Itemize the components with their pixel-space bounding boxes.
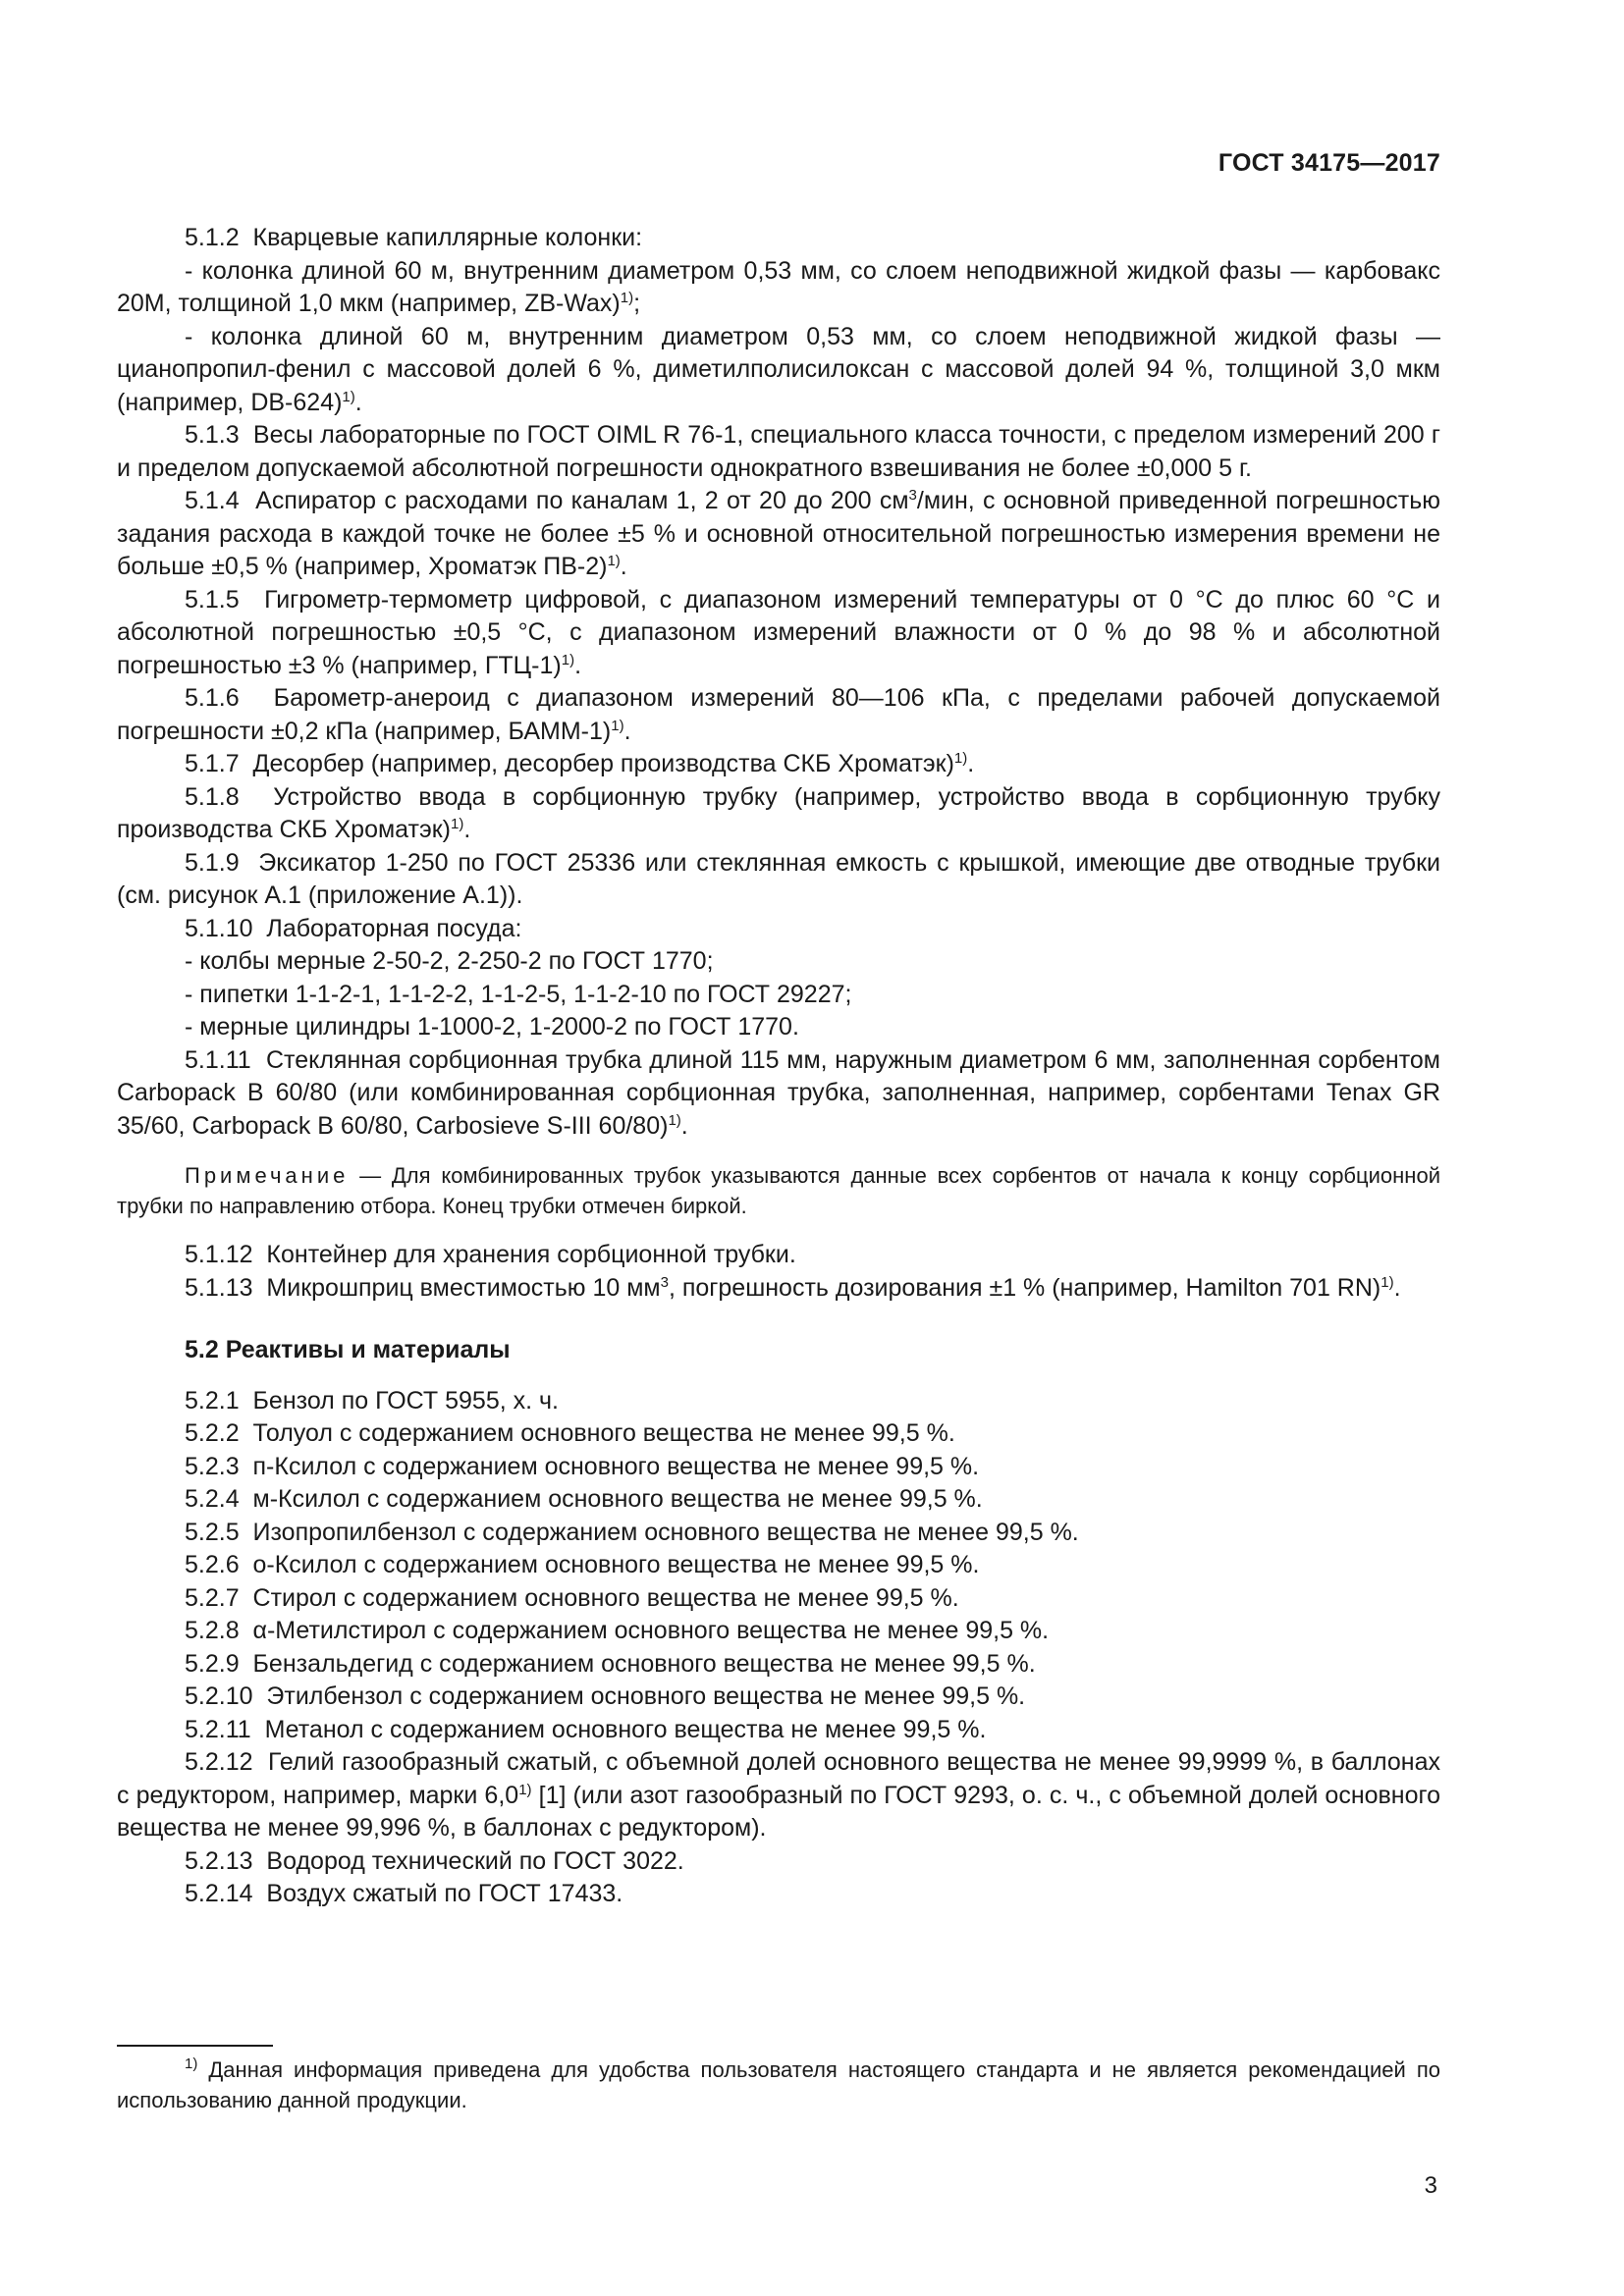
item-text: α-Метилстирол с содержанием основного вещества не менее 99,5 %. bbox=[252, 1617, 1050, 1644]
list-item bbox=[117, 1878, 1440, 1911]
list-item bbox=[117, 1385, 1440, 1418]
list-item bbox=[117, 1681, 1440, 1714]
dash-marker: - bbox=[185, 256, 193, 285]
item-number: 5.1.11 bbox=[185, 1045, 251, 1074]
item-text: п-Ксилол с содержанием основного вещества не менее 99,5 %. bbox=[252, 1452, 980, 1480]
footnote-ref: 1) bbox=[561, 651, 575, 668]
page-number: 3 bbox=[1424, 2172, 1437, 2199]
item-number: 5.2.7 bbox=[185, 1583, 240, 1612]
standard-header: ГОСТ 34175—2017 bbox=[1218, 149, 1440, 177]
item-number: 5.1.5 bbox=[185, 585, 240, 614]
item-text: Устройство ввода в сорбционную трубку (например, устройство ввода в сорбционную трубку производства СКБ Хроматэк) bbox=[117, 782, 1440, 843]
item-text: Десорбер (например, десорбер производства СКБ Хроматэк) bbox=[252, 750, 954, 777]
item-text-end: [1] (или азот газообразный по ГОСТ 9293, о. с. ч., с объемной долей основного вещества не менее 99,996 %, в баллонах с редуктором). bbox=[117, 1781, 1440, 1842]
list-dash-item bbox=[117, 979, 1440, 1012]
section-5-1-continued bbox=[117, 1239, 1440, 1305]
item-number: 5.2.5 bbox=[185, 1518, 240, 1546]
item-text: Бензол по ГОСТ 5955, х. ч. bbox=[252, 1386, 559, 1415]
item-text: Лабораторная посуда: bbox=[266, 914, 522, 942]
footnote-divider bbox=[117, 2045, 273, 2047]
item-number: 5.1.12 bbox=[185, 1241, 253, 1268]
footnote-ref: 1) bbox=[953, 750, 968, 767]
item-text: Гелий газообразный сжатый, с объемной долей основного вещества не менее 99,9999 %, в баллонах с редуктором, например, марки 6,0 bbox=[117, 1748, 1440, 1809]
list-item bbox=[117, 1549, 1440, 1582]
list-item bbox=[117, 1451, 1440, 1484]
item-text: пипетки 1-1-2-1, 1-1-2-2, 1-1-2-5, 1-1-2-10 по ГОСТ 29227; bbox=[199, 980, 852, 1008]
item-number: 5.1.8 bbox=[185, 782, 240, 811]
dash-marker: - bbox=[185, 1013, 193, 1041]
item-number: 5.2.14 bbox=[185, 1880, 253, 1907]
list-item bbox=[117, 682, 1440, 748]
item-text: мерные цилиндры 1-1000-2, 1-2000-2 по ГОСТ 1770. bbox=[199, 1013, 799, 1041]
item-number: 5.1.10 bbox=[185, 914, 253, 942]
item-text-end: . bbox=[680, 1111, 688, 1140]
item-text-cont: , погрешность дозирования ±1 % (например, Hamilton 701 RN) bbox=[668, 1273, 1381, 1302]
list-item bbox=[117, 1845, 1440, 1879]
item-text: Эксикатор 1-250 по ГОСТ 25336 или стеклянная емкость с крышкой, имеющие две отводные трубки (см. рисунок А.1 (приложение А.1)). bbox=[117, 848, 1440, 909]
item-number: 5.2.6 bbox=[185, 1551, 240, 1578]
item-text: Бензальдегид с содержанием основного вещества не менее 99,5 %. bbox=[252, 1649, 1036, 1678]
note bbox=[117, 1160, 1440, 1221]
dash-marker: - bbox=[185, 322, 193, 350]
note-text: — Для комбинированных трубок указываются данные всех сорбентов от начала к концу сорбционной трубки по направлению отбора. Конец трубки отмечен биркой. bbox=[117, 1163, 1440, 1218]
list-item bbox=[117, 1615, 1440, 1648]
item-text: о-Ксилол с содержанием основного вещества не менее 99,5 %. bbox=[252, 1551, 980, 1578]
item-text: Стеклянная сорбционная трубка длиной 115 мм, наружным диаметром 6 мм, заполненная сорбентом Carbopack B 60/80 (или комбинированная сорбционная трубка, заполненная, например, сорбентами Tenax GR 35/60, Carbopack B 60/80, Carbosieve S-III 60/80) bbox=[117, 1045, 1440, 1140]
item-text: Водород технический по ГОСТ 3022. bbox=[266, 1846, 684, 1875]
item-text: колбы мерные 2-50-2, 2-250-2 по ГОСТ 1770; bbox=[199, 947, 714, 975]
footnote-ref: 1) bbox=[620, 290, 634, 306]
item-text: колонка длиной 60 м, внутренним диаметром 0,53 мм, со слоем неподвижной жидкой фазы — цианопропил-фенил с массовой долей 6 %, диметилполисилоксан с массовой долей 94 %, толщиной 3,0 мкм (например, DB-624) bbox=[117, 322, 1440, 416]
footnote-ref: 1) bbox=[607, 553, 621, 569]
item-number: 5.2.2 bbox=[185, 1419, 240, 1447]
document-body bbox=[117, 222, 1440, 1911]
item-text: Микрошприц вместимостью 10 мм bbox=[266, 1273, 661, 1302]
list-dash-item bbox=[117, 321, 1440, 420]
item-text: Толуол с содержанием основного вещества не менее 99,5 %. bbox=[252, 1419, 955, 1447]
item-text: Весы лабораторные по ГОСТ OIML R 76-1, специального класса точности, с пределом измерений 200 г и пределом допускаемой абсолютной погрешности однократного взвешивания не более ±0,000 5 г. bbox=[117, 421, 1440, 482]
item-text: Контейнер для хранения сорбционной трубки. bbox=[266, 1241, 796, 1268]
item-number: 5.2.9 bbox=[185, 1649, 240, 1678]
list-item bbox=[117, 1746, 1440, 1845]
list-item bbox=[117, 781, 1440, 847]
section-5-1 bbox=[117, 222, 1440, 1143]
item-number: 5.2.12 bbox=[185, 1748, 253, 1776]
item-text: Гигрометр-термометр цифровой, с диапазоном измерений температуры от 0 °С до плюс 60 °С и абсолютной погрешностью ±0,5 °С, с диапазоном измерений влажности от 0 % до 98 % и абсолютной погрешностью ±3 % (например, ГТЦ-1) bbox=[117, 585, 1440, 679]
item-number: 5.1.3 bbox=[185, 421, 240, 449]
section-5-2 bbox=[117, 1385, 1440, 1911]
item-number: 5.1.4 bbox=[185, 487, 240, 514]
list-item bbox=[117, 913, 1440, 946]
item-text-end: . bbox=[620, 553, 627, 580]
dash-marker: - bbox=[185, 947, 193, 975]
list-item bbox=[117, 1483, 1440, 1517]
footnote-ref: 1) bbox=[1380, 1273, 1394, 1291]
superscript: 3 bbox=[660, 1273, 669, 1291]
list-item bbox=[117, 1272, 1440, 1306]
footnote-text: Данная информация приведена для удобства пользователя настоящего стандарта и не является рекомендацией по использованию данной продукции. bbox=[117, 2057, 1441, 2112]
item-text: Барометр-анероид с диапазоном измерений 80—106 кПа, с пределами рабочей допускаемой погрешности ±0,2 кПа (например, БАММ-1) bbox=[117, 684, 1440, 745]
item-text-end: . bbox=[574, 651, 582, 679]
item-text-end: ; bbox=[633, 290, 641, 317]
item-text: Этилбензол с содержанием основного вещества не менее 99,5 %. bbox=[266, 1682, 1026, 1710]
item-text: Стирол с содержанием основного вещества не менее 99,5 %. bbox=[252, 1583, 959, 1612]
list-dash-item bbox=[117, 945, 1440, 979]
item-text: Аспиратор с расходами по каналам 1, 2 от 20 до 200 см bbox=[255, 487, 909, 514]
list-item bbox=[117, 584, 1440, 683]
item-number: 5.1.13 bbox=[185, 1273, 253, 1302]
item-number: 5.2.1 bbox=[185, 1386, 240, 1415]
list-item bbox=[117, 1417, 1440, 1451]
item-text: м-Ксилол с содержанием основного вещества не менее 99,5 %. bbox=[252, 1485, 983, 1513]
list-item bbox=[117, 1648, 1440, 1682]
item-text-end: . bbox=[967, 750, 975, 777]
item-number: 5.2.10 bbox=[185, 1682, 253, 1710]
footnote-ref: 1) bbox=[668, 1111, 681, 1129]
list-item bbox=[117, 1044, 1440, 1144]
dash-marker: - bbox=[185, 980, 193, 1008]
footnote-mark: 1) bbox=[185, 2056, 198, 2072]
section-5-2-title: 5.2 Реактивы и материалы bbox=[185, 1336, 511, 1363]
footnote-ref: 1) bbox=[611, 717, 624, 734]
list-item bbox=[117, 1714, 1440, 1747]
list-item bbox=[117, 1582, 1440, 1616]
item-text: Воздух сжатый по ГОСТ 17433. bbox=[266, 1880, 623, 1907]
item-number: 5.2.8 bbox=[185, 1617, 240, 1644]
item-text: Изопропилбензол с содержанием основного вещества не менее 99,5 %. bbox=[252, 1518, 1079, 1546]
item-text-end: . bbox=[354, 388, 362, 416]
footnote-ref: 1) bbox=[342, 388, 355, 405]
list-item bbox=[117, 419, 1440, 485]
item-text-end: . bbox=[463, 816, 471, 843]
list-item bbox=[117, 847, 1440, 913]
item-number: 5.2.13 bbox=[185, 1846, 253, 1875]
item-text: колонка длиной 60 м, внутренним диаметром 0,53 мм, со слоем неподвижной жидкой фазы — карбовакс 20М, толщиной 1,0 мкм (например, ZB-Wax) bbox=[117, 256, 1440, 317]
item-text: Кварцевые капиллярные колонки: bbox=[252, 224, 643, 251]
item-text-cont: /мин, с основной приведенной погрешностью задания расхода в каждой точке не более ±5 % и основной относительной погрешностью измерения времени не больше ±0,5 % (например, Хроматэк ПВ-2) bbox=[117, 487, 1440, 580]
item-text-end: . bbox=[623, 717, 631, 745]
list-item bbox=[117, 1517, 1440, 1550]
item-number: 5.2.3 bbox=[185, 1452, 240, 1480]
superscript: 3 bbox=[908, 487, 917, 504]
list-item bbox=[117, 1239, 1440, 1272]
list-dash-item bbox=[117, 1011, 1440, 1044]
list-dash-item bbox=[117, 255, 1440, 321]
note-label: Примечание bbox=[185, 1163, 350, 1188]
item-number: 5.1.6 bbox=[185, 684, 240, 712]
footnote-ref: 1) bbox=[450, 816, 464, 832]
item-number: 5.2.4 bbox=[185, 1485, 240, 1513]
item-number: 5.1.9 bbox=[185, 848, 240, 877]
footnote bbox=[117, 2055, 1440, 2115]
item-number: 5.1.2 bbox=[185, 224, 240, 251]
item-text: Метанол с содержанием основного вещества не менее 99,5 %. bbox=[264, 1715, 987, 1743]
footnote-ref: 1) bbox=[518, 1781, 532, 1798]
item-number: 5.1.7 bbox=[185, 750, 240, 777]
item-number: 5.2.11 bbox=[185, 1715, 251, 1743]
list-item bbox=[117, 222, 1440, 255]
item-text-end: . bbox=[1393, 1273, 1401, 1302]
list-item bbox=[117, 748, 1440, 781]
list-item bbox=[117, 485, 1440, 584]
